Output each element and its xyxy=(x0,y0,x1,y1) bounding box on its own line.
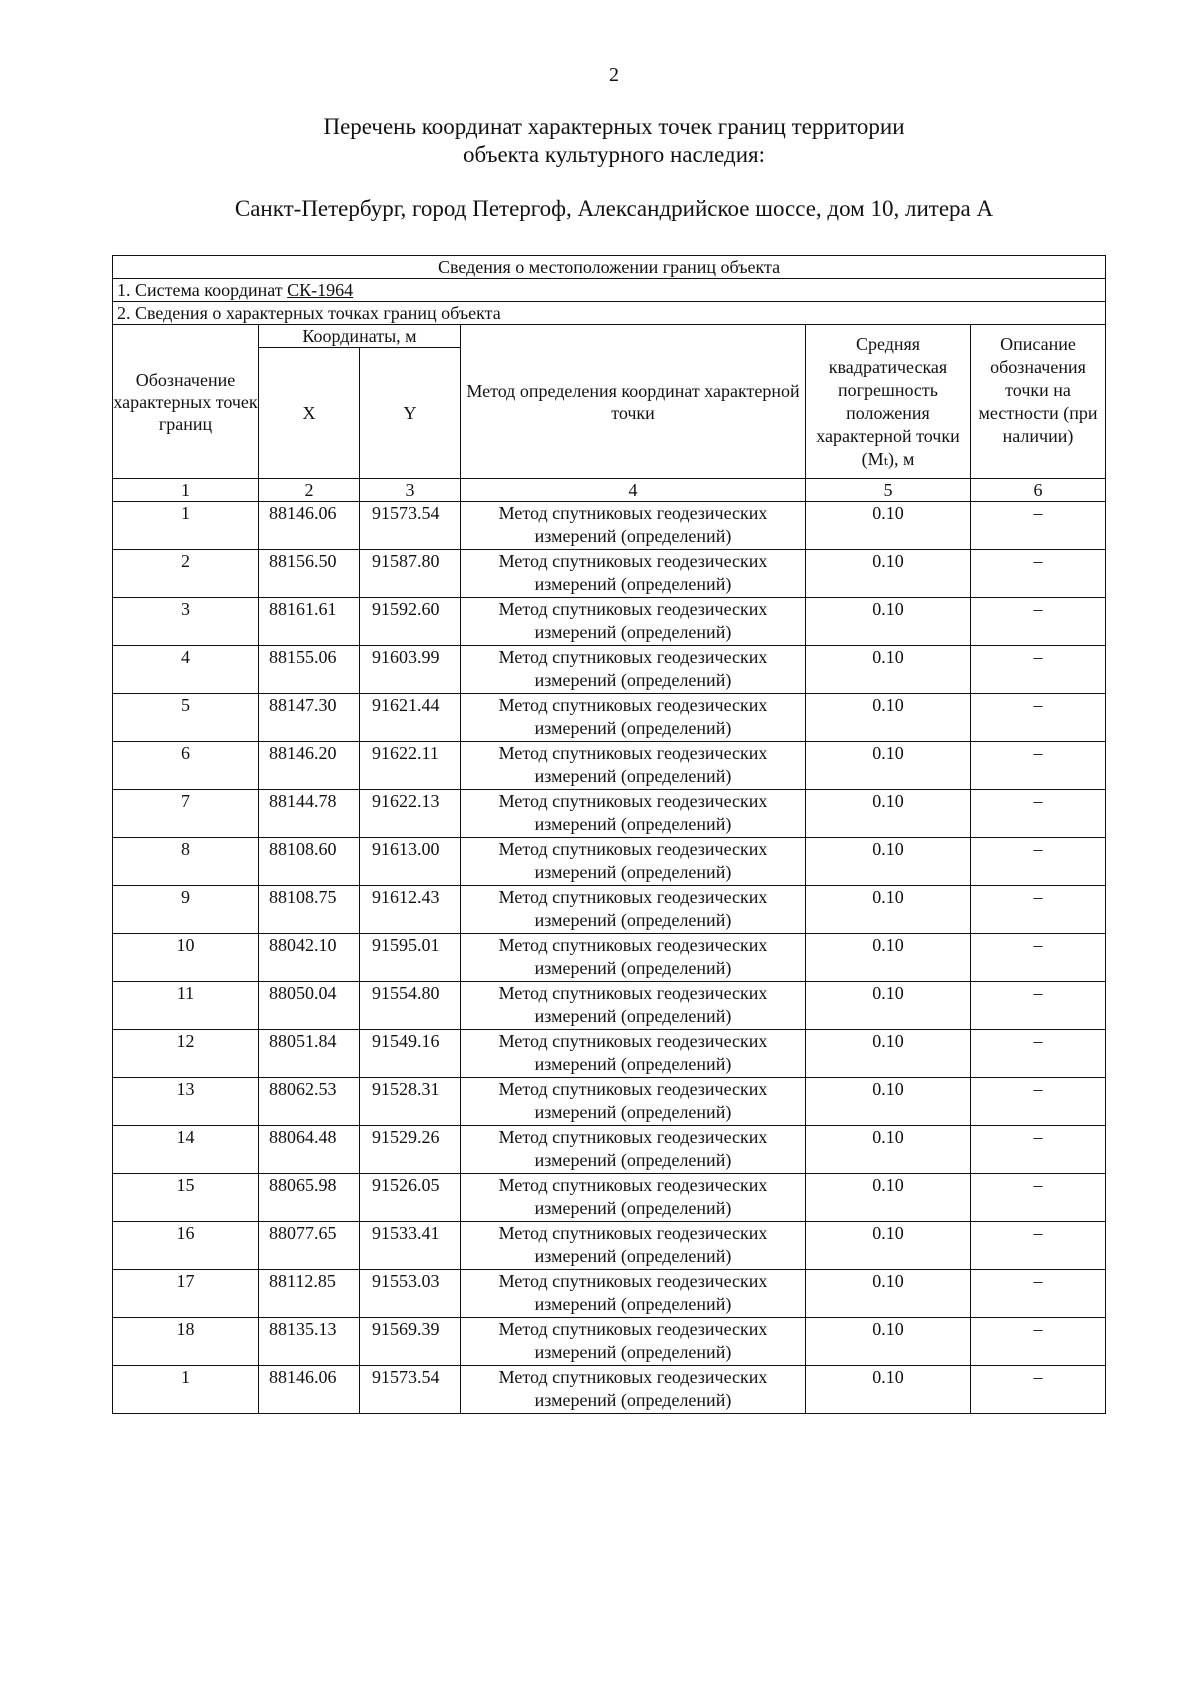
cell-description: – xyxy=(971,790,1106,838)
table-row xyxy=(113,646,1106,694)
cell-point: 8 xyxy=(113,838,259,886)
column-number: 6 xyxy=(971,479,1106,502)
header-mean-error: Средняя квадратическая погрешность положения характерной точки (Mₜ), м xyxy=(806,325,971,479)
cell-method: Метод спутниковых геодезических измерений (определений) xyxy=(461,1078,806,1126)
table-row xyxy=(113,1126,1106,1174)
header-method: Метод определения координат характерной точки xyxy=(461,325,806,479)
table-caption: Сведения о местоположении границ объекта xyxy=(113,256,1106,279)
cell-x: 88108.60 xyxy=(259,838,360,886)
cell-description: – xyxy=(971,1270,1106,1318)
cell-x: 88112.85 xyxy=(259,1270,360,1318)
table-row xyxy=(113,934,1106,982)
cell-y: 91621.44 xyxy=(360,694,461,742)
cell-point: 3 xyxy=(113,598,259,646)
cell-error: 0.10 xyxy=(806,934,971,982)
cell-x: 88135.13 xyxy=(259,1318,360,1366)
cell-point: 6 xyxy=(113,742,259,790)
cell-error: 0.10 xyxy=(806,838,971,886)
cell-x: 88064.48 xyxy=(259,1126,360,1174)
cell-method: Метод спутниковых геодезических измерений (определений) xyxy=(461,1318,806,1366)
cell-x: 88161.61 xyxy=(259,598,360,646)
title-line-1: Перечень координат характерных точек границ территории xyxy=(323,114,905,139)
cell-description: – xyxy=(971,1126,1106,1174)
cell-point: 17 xyxy=(113,1270,259,1318)
header-point-name: Обозначение характерных точек границ xyxy=(113,325,259,479)
cell-y: 91526.05 xyxy=(360,1174,461,1222)
table-row xyxy=(113,1030,1106,1078)
cell-point: 16 xyxy=(113,1222,259,1270)
cell-description: – xyxy=(971,1222,1106,1270)
cell-y: 91533.41 xyxy=(360,1222,461,1270)
cell-x: 88155.06 xyxy=(259,646,360,694)
cell-point: 11 xyxy=(113,982,259,1030)
cell-error: 0.10 xyxy=(806,742,971,790)
header-description: Описание обозначения точки на местности (при наличии) xyxy=(971,325,1106,479)
cell-y: 91569.39 xyxy=(360,1318,461,1366)
cell-point: 13 xyxy=(113,1078,259,1126)
cell-error: 0.10 xyxy=(806,598,971,646)
cell-error: 0.10 xyxy=(806,550,971,598)
cell-description: – xyxy=(971,934,1106,982)
cell-x: 88144.78 xyxy=(259,790,360,838)
cell-method: Метод спутниковых геодезических измерений (определений) xyxy=(461,934,806,982)
coordinates-table xyxy=(112,255,1106,1414)
cell-y: 91528.31 xyxy=(360,1078,461,1126)
header-coordinates: Координаты, м xyxy=(259,325,461,348)
coordinate-system-name: СК-1964 xyxy=(287,280,354,300)
cell-y: 91529.26 xyxy=(360,1126,461,1174)
cell-point: 5 xyxy=(113,694,259,742)
table-row xyxy=(113,1318,1106,1366)
cell-description: – xyxy=(971,742,1106,790)
cell-error: 0.10 xyxy=(806,1078,971,1126)
cell-y: 91587.80 xyxy=(360,550,461,598)
table-row xyxy=(113,1270,1106,1318)
column-number: 2 xyxy=(259,479,360,502)
column-number: 1 xyxy=(113,479,259,502)
cell-y: 91622.11 xyxy=(360,742,461,790)
cell-method: Метод спутниковых геодезических измерений (определений) xyxy=(461,598,806,646)
caption-row xyxy=(113,256,1106,279)
cell-y: 91592.60 xyxy=(360,598,461,646)
cell-description: – xyxy=(971,694,1106,742)
header-x: X xyxy=(259,348,360,479)
cell-description: – xyxy=(971,886,1106,934)
table-row xyxy=(113,1366,1106,1414)
cell-method: Метод спутниковых геодезических измерений (определений) xyxy=(461,790,806,838)
cell-point: 1 xyxy=(113,502,259,550)
section2-row xyxy=(113,302,1106,325)
cell-point: 18 xyxy=(113,1318,259,1366)
table-row xyxy=(113,694,1106,742)
cell-y: 91612.43 xyxy=(360,886,461,934)
cell-point: 1 xyxy=(113,1366,259,1414)
cell-error: 0.10 xyxy=(806,790,971,838)
column-number: 3 xyxy=(360,479,461,502)
cell-y: 91573.54 xyxy=(360,1366,461,1414)
cell-method: Метод спутниковых геодезических измерений (определений) xyxy=(461,502,806,550)
cell-x: 88147.30 xyxy=(259,694,360,742)
cell-y: 91595.01 xyxy=(360,934,461,982)
cell-x: 88108.75 xyxy=(259,886,360,934)
cell-point: 7 xyxy=(113,790,259,838)
cell-description: – xyxy=(971,1174,1106,1222)
table-row xyxy=(113,790,1106,838)
cell-x: 88156.50 xyxy=(259,550,360,598)
cell-method: Метод спутниковых геодезических измерений (определений) xyxy=(461,886,806,934)
cell-point: 12 xyxy=(113,1030,259,1078)
cell-point: 14 xyxy=(113,1126,259,1174)
cell-x: 88146.20 xyxy=(259,742,360,790)
cell-error: 0.10 xyxy=(806,1366,971,1414)
cell-x: 88050.04 xyxy=(259,982,360,1030)
cell-error: 0.10 xyxy=(806,1222,971,1270)
document-title xyxy=(0,113,1200,169)
cell-y: 91603.99 xyxy=(360,646,461,694)
table-row xyxy=(113,982,1106,1030)
table-row xyxy=(113,598,1106,646)
cell-x: 88062.53 xyxy=(259,1078,360,1126)
cell-y: 91554.80 xyxy=(360,982,461,1030)
cell-x: 88146.06 xyxy=(259,1366,360,1414)
table-row xyxy=(113,1174,1106,1222)
cell-description: – xyxy=(971,1318,1106,1366)
cell-method: Метод спутниковых геодезических измерений (определений) xyxy=(461,1366,806,1414)
cell-description: – xyxy=(971,1030,1106,1078)
cell-method: Метод спутниковых геодезических измерений (определений) xyxy=(461,1222,806,1270)
points-section-heading: 2. Сведения о характерных точках границ объекта xyxy=(113,302,1106,325)
table-row xyxy=(113,1222,1106,1270)
cell-x: 88042.10 xyxy=(259,934,360,982)
page-number: 2 xyxy=(609,64,619,86)
cell-x: 88146.06 xyxy=(259,502,360,550)
cell-method: Метод спутниковых геодезических измерений (определений) xyxy=(461,1174,806,1222)
cell-description: – xyxy=(971,550,1106,598)
cell-method: Метод спутниковых геодезических измерений (определений) xyxy=(461,982,806,1030)
table-row xyxy=(113,886,1106,934)
cell-method: Метод спутниковых геодезических измерений (определений) xyxy=(461,550,806,598)
table-row xyxy=(113,838,1106,886)
cell-method: Метод спутниковых геодезических измерений (определений) xyxy=(461,1030,806,1078)
cell-x: 88065.98 xyxy=(259,1174,360,1222)
cell-point: 9 xyxy=(113,886,259,934)
table-row xyxy=(113,550,1106,598)
cell-y: 91573.54 xyxy=(360,502,461,550)
cell-method: Метод спутниковых геодезических измерений (определений) xyxy=(461,646,806,694)
cell-method: Метод спутниковых геодезических измерений (определений) xyxy=(461,742,806,790)
cell-method: Метод спутниковых геодезических измерений (определений) xyxy=(461,1270,806,1318)
cell-error: 0.10 xyxy=(806,1126,971,1174)
cell-error: 0.10 xyxy=(806,694,971,742)
section1-row xyxy=(113,279,1106,302)
cell-error: 0.10 xyxy=(806,1318,971,1366)
coordinate-system-line xyxy=(113,279,1106,302)
cell-x: 88051.84 xyxy=(259,1030,360,1078)
column-number: 5 xyxy=(806,479,971,502)
table-row xyxy=(113,742,1106,790)
cell-y: 91613.00 xyxy=(360,838,461,886)
cell-description: – xyxy=(971,838,1106,886)
cell-point: 15 xyxy=(113,1174,259,1222)
cell-description: – xyxy=(971,598,1106,646)
cell-error: 0.10 xyxy=(806,502,971,550)
table-row xyxy=(113,502,1106,550)
cell-method: Метод спутниковых геодезических измерений (определений) xyxy=(461,694,806,742)
cell-x: 88077.65 xyxy=(259,1222,360,1270)
cell-point: 4 xyxy=(113,646,259,694)
cell-error: 0.10 xyxy=(806,982,971,1030)
cell-method: Метод спутниковых геодезических измерений (определений) xyxy=(461,838,806,886)
column-numbers-row xyxy=(113,479,1106,502)
cell-y: 91549.16 xyxy=(360,1030,461,1078)
cell-description: – xyxy=(971,1078,1106,1126)
header-row-1 xyxy=(113,325,1106,348)
cell-error: 0.10 xyxy=(806,646,971,694)
cell-description: – xyxy=(971,646,1106,694)
cell-error: 0.10 xyxy=(806,886,971,934)
cell-y: 91553.03 xyxy=(360,1270,461,1318)
cell-description: – xyxy=(971,982,1106,1030)
cell-method: Метод спутниковых геодезических измерений (определений) xyxy=(461,1126,806,1174)
cell-point: 2 xyxy=(113,550,259,598)
cell-error: 0.10 xyxy=(806,1270,971,1318)
header-y: Y xyxy=(360,348,461,479)
column-number: 4 xyxy=(461,479,806,502)
title-line-2: объекта культурного наследия: xyxy=(462,142,766,167)
cell-description: – xyxy=(971,502,1106,550)
cell-error: 0.10 xyxy=(806,1174,971,1222)
cell-description: – xyxy=(971,1366,1106,1414)
coordinate-system-prefix: 1. Система координат xyxy=(117,280,288,300)
cell-error: 0.10 xyxy=(806,1030,971,1078)
cell-y: 91622.13 xyxy=(360,790,461,838)
table-row xyxy=(113,1078,1106,1126)
cell-point: 10 xyxy=(113,934,259,982)
object-address: Санкт-Петербург, город Петергоф, Александрийское шоссе, дом 10, литера А xyxy=(234,196,994,221)
